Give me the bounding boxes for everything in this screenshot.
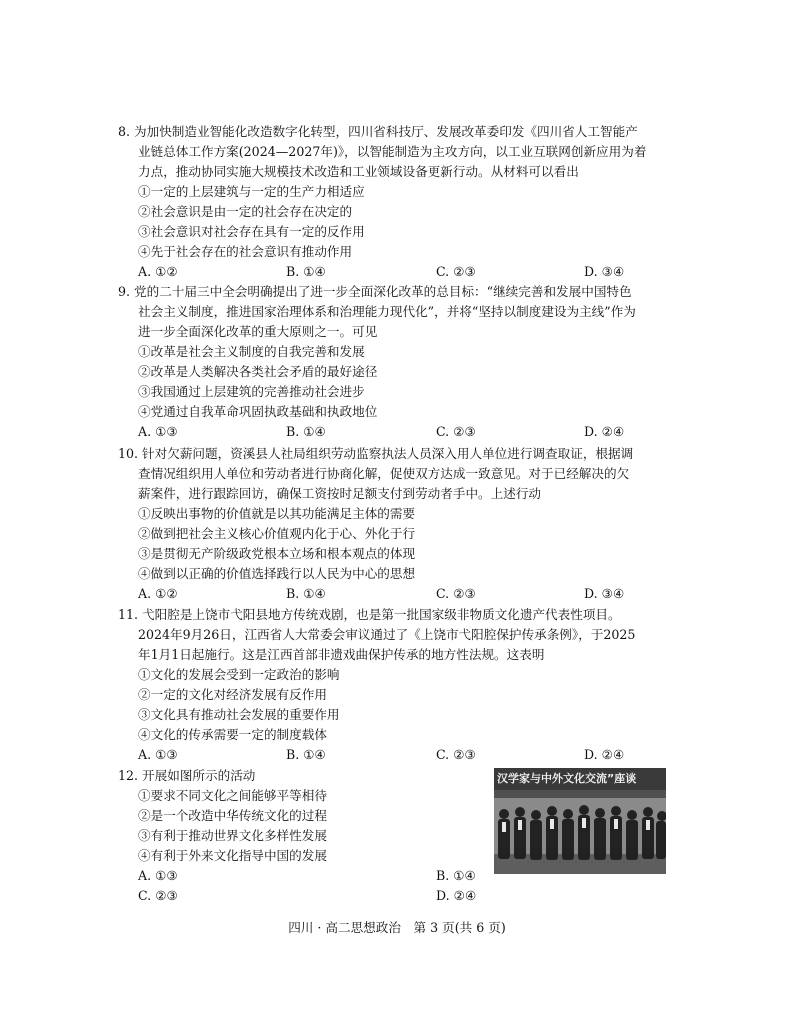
choice-b: B. ①④ <box>286 586 326 601</box>
question-stem-line: 2024年9月26日，江西省人大常委会审议通过了《上饶市弋阳腔保护传承条例》，于2025 <box>138 627 636 642</box>
question-stem-line: 力点，推动协同实施大规模技术改造和工业领域设备更新行动。从材料可以看出 <box>138 164 579 179</box>
forum-group-photo <box>494 768 666 874</box>
choice-a: A. ①③ <box>138 868 178 883</box>
option-statement: ④做到以正确的价值选择践行以人民为中心的思想 <box>138 566 416 581</box>
choice-a: A. ①③ <box>138 424 178 439</box>
option-statement: ④有利于外来文化指导中国的发展 <box>138 848 327 863</box>
answer-choices <box>118 745 678 765</box>
answer-choices <box>118 886 678 906</box>
question-stem-line: 9. 党的二十届三中全会明确提出了进一步全面深化改革的总目标：“继续完善和发展中国特色 <box>118 284 632 299</box>
answer-choices <box>118 584 678 604</box>
option-statement: ④党通过自我革命巩固执政基础和执政地位 <box>138 404 378 419</box>
choice-a: A. ①③ <box>138 747 178 762</box>
choice-d: D. ②④ <box>584 747 625 762</box>
choice-b: B. ①④ <box>436 868 476 883</box>
photo-banner-text: 汉学家与中外文化交流”座谈 <box>494 768 666 790</box>
choice-b: B. ①④ <box>286 747 326 762</box>
option-statement: ③我国通过上层建筑的完善推动社会进步 <box>138 384 365 399</box>
question-8 <box>118 122 678 282</box>
option-statement: ②做到把社会主义核心价值观内化于心、外化于行 <box>138 526 416 541</box>
choice-d: D. ③④ <box>584 264 625 279</box>
option-statement: ③有利于推动世界文化多样性发展 <box>138 828 327 843</box>
choice-c: C. ②③ <box>436 264 476 279</box>
question-stem-line: 10. 针对欠薪问题，资溪县人社局组织劳动监察执法人员深入用人单位进行调查取证，根据调 <box>118 446 634 461</box>
choice-c: C. ②③ <box>436 747 476 762</box>
question-stem-line: 薪案件，进行跟踪回访，确保工资按时足额支付到劳动者手中。上述行动 <box>138 486 541 501</box>
option-statement: ②社会意识是由一定的社会存在决定的 <box>138 204 353 219</box>
option-statement: ③社会意识对社会存在具有一定的反作用 <box>138 224 365 239</box>
choice-b: B. ①④ <box>286 424 326 439</box>
question-9 <box>118 282 678 442</box>
question-stem-line: 11. 弋阳腔是上饶市弋阳县地方传统戏剧，也是第一批国家级非物质文化遗产代表性项目。 <box>118 607 621 622</box>
choice-c: C. ②③ <box>436 586 476 601</box>
option-statement: ④先于社会存在的社会意识有推动作用 <box>138 244 353 259</box>
question-stem-line: 查情况组织用人单位和劳动者进行协商化解，促使双方达成一致意见。对于已经解决的欠 <box>138 466 630 481</box>
option-statement: ①反映出事物的价值就是以其功能满足主体的需要 <box>138 506 416 521</box>
answer-choices <box>118 262 678 282</box>
option-statement: ①要求不同文化之间能够平等相待 <box>138 788 327 803</box>
option-statement: ②是一个改造中华传统文化的过程 <box>138 808 327 823</box>
question-stem-line: 8. 为加快制造业智能化改造数字化转型，四川省科技厅、发展改革委印发《四川省人工智能产 <box>118 124 638 139</box>
choice-c: C. ②③ <box>436 424 476 439</box>
choice-a: A. ①② <box>138 264 178 279</box>
photo-crowd-silhouettes <box>494 798 666 874</box>
choice-b: B. ①④ <box>286 264 326 279</box>
option-statement: ②一定的文化对经济发展有反作用 <box>138 687 327 702</box>
option-statement: ②改革是人类解决各类社会矛盾的最好途径 <box>138 364 378 379</box>
question-11 <box>118 605 678 765</box>
question-stem-line: 年1月1日起施行。这是江西首部非遗戏曲保护传承的地方性法规。这表明 <box>138 647 545 662</box>
option-statement: ④文化的传承需要一定的制度载体 <box>138 727 327 742</box>
question-stem-line: 12. 开展如图所示的活动 <box>118 768 256 783</box>
choice-d: D. ②④ <box>584 424 625 439</box>
option-statement: ①文化的发展会受到一定政治的影响 <box>138 667 340 682</box>
choice-d: D. ②④ <box>436 888 477 903</box>
answer-choices <box>118 422 678 442</box>
choice-a: A. ①② <box>138 586 178 601</box>
option-statement: ①一定的上层建筑与一定的生产力相适应 <box>138 184 365 199</box>
choice-d: D. ③④ <box>584 586 625 601</box>
option-statement: ③是贯彻无产阶级政党根本立场和根本观点的体现 <box>138 546 416 561</box>
option-statement: ③文化具有推动社会发展的重要作用 <box>138 707 340 722</box>
page-footer: 四川 · 高二思想政治 第 3 页(共 6 页) <box>288 920 506 935</box>
choice-c: C. ②③ <box>138 888 178 903</box>
question-stem-line: 社会主义制度，推进国家治理体系和治理能力现代化”，并将“坚持以制度建设为主线”作为 <box>138 304 636 319</box>
question-10 <box>118 444 678 604</box>
option-statement: ①改革是社会主义制度的自我完善和发展 <box>138 344 365 359</box>
question-stem-line: 业链总体工作方案(2024—2027年)》，以智能制造为主攻方向，以工业互联网创新应用为着 <box>138 144 647 159</box>
question-stem-line: 进一步全面深化改革的重大原则之一。可见 <box>138 324 378 339</box>
